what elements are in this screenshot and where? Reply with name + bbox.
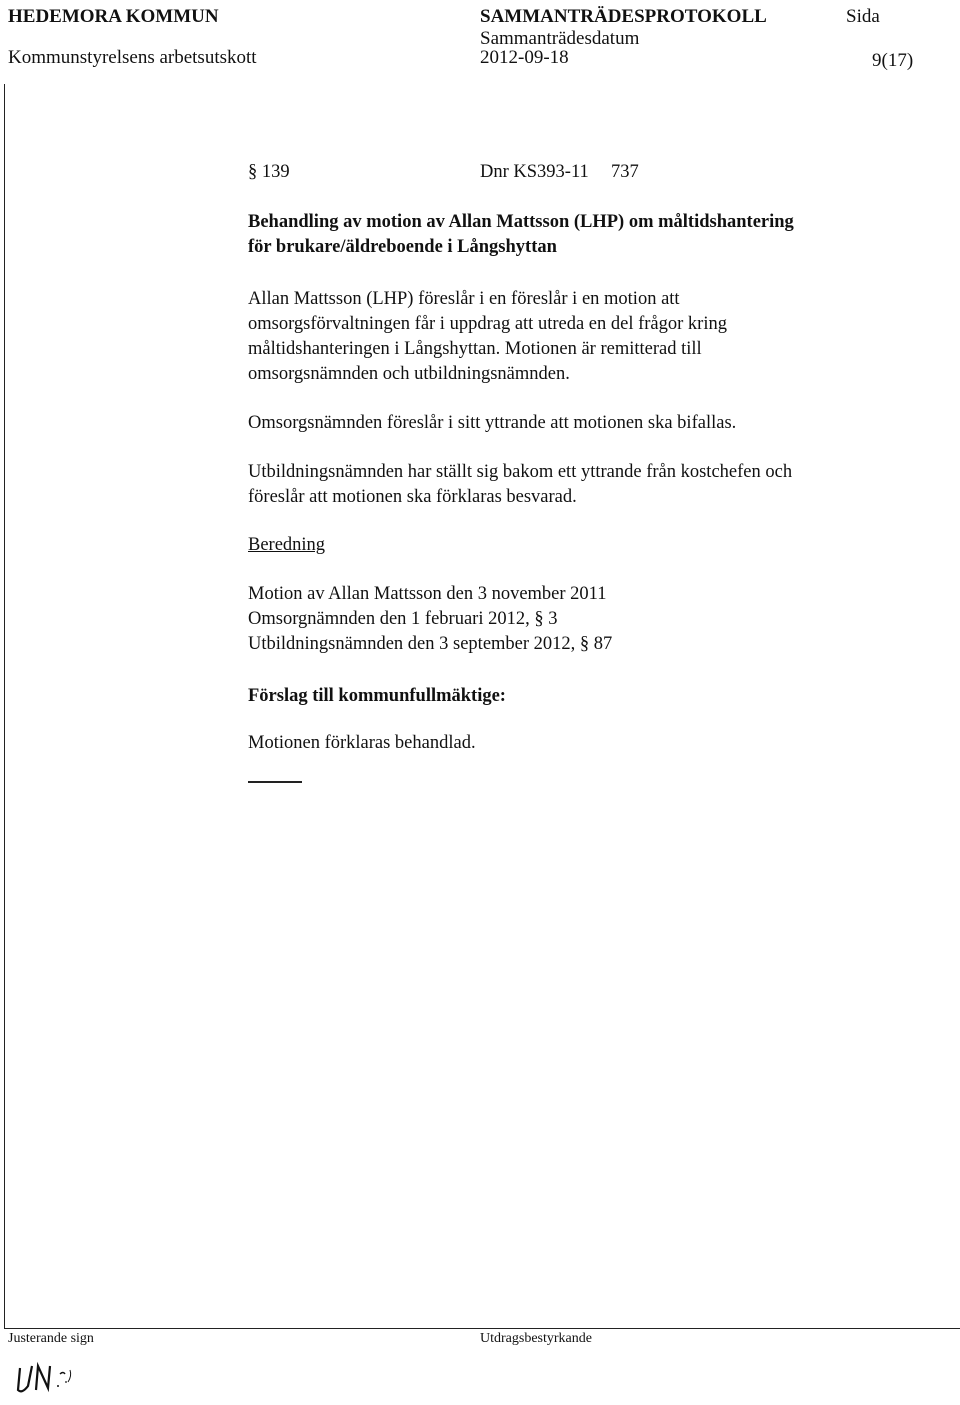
committee-name: Kommunstyrelsens arbetsutskott bbox=[8, 47, 257, 68]
sign-label: Justerande sign bbox=[8, 1331, 94, 1346]
section-end-rule bbox=[248, 781, 302, 783]
left-margin-rule bbox=[4, 84, 5, 1328]
proposal-heading: Förslag till kommunfullmäktige: bbox=[248, 686, 506, 706]
body-line: omsorgsförvaltningen får i uppdrag att utreda en del frågor kring bbox=[248, 314, 727, 334]
signature-mark bbox=[14, 1356, 104, 1400]
body-line: Allan Mattsson (LHP) föreslår i en föreslår i en motion att bbox=[248, 289, 680, 309]
dnr: Dnr KS393-11 bbox=[480, 162, 589, 182]
body-line: föreslår att motionen ska förklaras besvarad. bbox=[248, 487, 577, 507]
body-line: Utbildningsnämnden har ställt sig bakom ett yttrande från kostchefen och bbox=[248, 462, 793, 482]
archive-code: 737 bbox=[611, 162, 639, 182]
org-name: HEDEMORA KOMMUN bbox=[8, 6, 219, 27]
page-number: 9(17) bbox=[872, 50, 914, 71]
beredning-item: Omsorgnämnden den 1 februari 2012, § 3 bbox=[248, 609, 558, 629]
beredning-heading: Beredning bbox=[248, 535, 326, 555]
beredning-item: Motion av Allan Mattsson den 3 november 2011 bbox=[248, 584, 607, 604]
section-title-line2: för brukare/äldreboende i Långshyttan bbox=[248, 237, 557, 257]
handwritten-initials bbox=[14, 1356, 104, 1405]
page-label: Sida bbox=[846, 6, 880, 27]
footer-rule bbox=[4, 1328, 960, 1329]
body-line: Omsorgsnämnden föreslår i sitt yttrande att motionen ska bifallas. bbox=[248, 413, 737, 433]
meeting-date: 2012-09-18 bbox=[480, 47, 569, 68]
proposal-text: Motionen förklaras behandlad. bbox=[248, 733, 476, 753]
extract-label: Utdragsbestyrkande bbox=[480, 1331, 592, 1346]
body-line: omsorgsnämnden och utbildningsnämnden. bbox=[248, 364, 570, 384]
doc-type: SAMMANTRÄDESPROTOKOLL bbox=[480, 6, 767, 27]
section-title-line1: Behandling av motion av Allan Mattsson (LHP) om måltidshantering bbox=[248, 212, 794, 232]
date-label: Sammanträdesdatum bbox=[480, 28, 640, 49]
beredning-item: Utbildningsnämnden den 3 september 2012, § 87 bbox=[248, 634, 613, 654]
paragraph-number: § 139 bbox=[248, 162, 290, 182]
body-line: måltidshanteringen i Långshyttan. Motionen är remitterad till bbox=[248, 339, 702, 359]
